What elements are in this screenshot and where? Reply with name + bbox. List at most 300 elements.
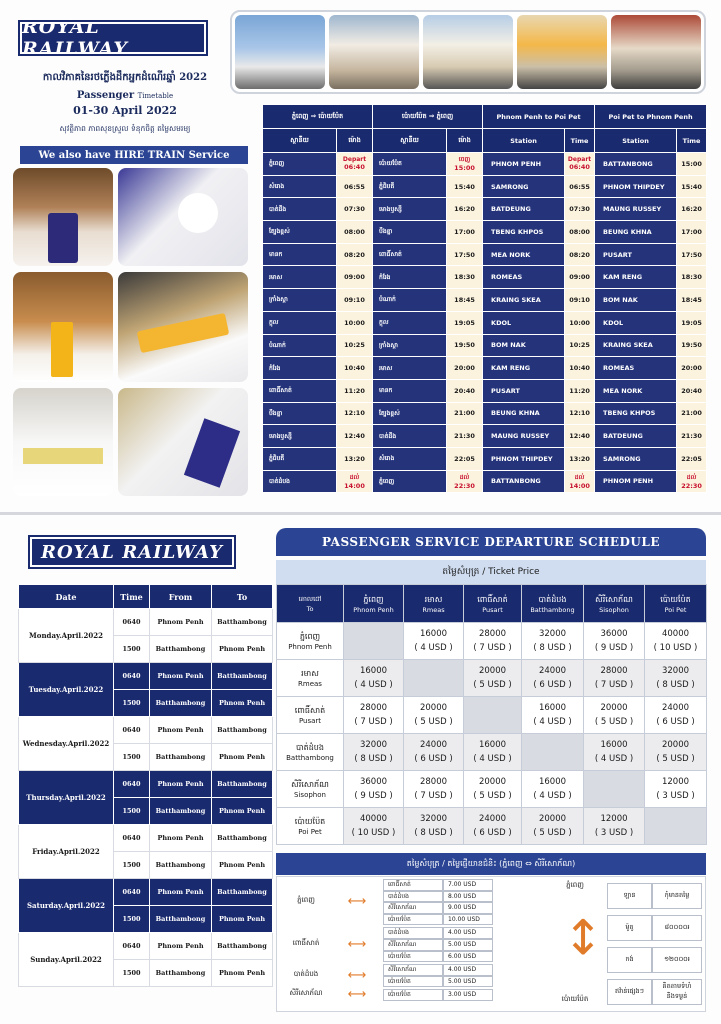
price-empty-cell — [404, 660, 464, 697]
schedule-to: Phnom Penh — [212, 636, 273, 663]
timetable-time — [337, 198, 373, 221]
cargo-price: 3.00 USD — [443, 989, 493, 1001]
price-usd: ( 9 USD ) — [354, 791, 393, 801]
timetable-time — [447, 334, 483, 357]
price-row-header — [277, 697, 344, 734]
time-value: 19:05 — [681, 318, 702, 327]
station-khmer: មោងឫស្សី — [263, 425, 337, 448]
column-khmer: សិរីសោភ័ណ — [595, 594, 633, 604]
timetable-time — [447, 243, 483, 266]
timetable-time — [677, 221, 707, 244]
cargo-price: 5.00 USD — [443, 976, 493, 988]
timetable-direction-header: ភ្នំពេញ ⇒ ប៉ោយប៉ែត — [263, 105, 373, 129]
price-cell — [645, 771, 707, 808]
station-khmer: សំរោង — [263, 175, 337, 198]
time-value: 10:00 — [569, 318, 590, 327]
time-value: 13:20 — [569, 454, 590, 463]
station-english: PUSART — [595, 243, 677, 266]
date-range: 01-30 April 2022 — [73, 104, 177, 117]
timetable-row — [263, 334, 707, 357]
schedule-to: Batthambong — [212, 933, 273, 960]
timetable-time — [565, 447, 595, 470]
schedule-row — [19, 717, 273, 744]
time-value: 09:10 — [569, 295, 590, 304]
time-value: 14:00 — [569, 481, 590, 490]
cargo-price-panel — [276, 876, 706, 1012]
time-value: 17:50 — [454, 250, 475, 259]
station-english: SAMRONG — [483, 175, 565, 198]
timetable-column-header: ម៉ោង — [337, 129, 373, 153]
cargo-price: 5.00 USD — [443, 939, 493, 951]
time-value: 20:00 — [454, 364, 475, 373]
schedule-column-header: From — [150, 585, 212, 609]
timetable-subheader-row — [263, 129, 707, 153]
column-english: Poi Pet — [664, 605, 687, 614]
timetable-time — [447, 153, 483, 176]
price-riel: 20000 — [419, 703, 448, 713]
price-usd: ( 3 USD ) — [594, 828, 634, 838]
column-english: Sisophon — [599, 605, 629, 614]
station-english: BOM NAK — [483, 334, 565, 357]
schedule-from: Phnom Penh — [150, 879, 212, 906]
price-row-header — [277, 734, 344, 771]
price-riel: 20000 — [600, 703, 628, 713]
timetable-time — [337, 425, 373, 448]
vehicle-origin: ភ្នំពេញ — [566, 881, 584, 889]
schedule-column-header: Date — [19, 585, 114, 609]
schedule-to: Batthambong — [212, 717, 273, 744]
schedule-from: Phnom Penh — [150, 663, 212, 690]
price-riel: 24000 — [661, 703, 690, 713]
station-khmer: ភ្នំពេញ — [373, 470, 447, 493]
timetable-row — [263, 402, 707, 425]
timetable-time — [447, 175, 483, 198]
price-riel: 24000 — [478, 814, 507, 824]
station-khmer: ភ្នំធិបតី — [263, 447, 337, 470]
price-cell — [522, 623, 584, 660]
price-usd: ( 4 USD ) — [533, 791, 572, 801]
royal-railway-logo: ROYAL RAILWAY — [20, 22, 206, 54]
title-khmer: កាលវិភាគនៃរថភ្លើងដឹកអ្នកដំណើរឆ្នាំ 2022 — [42, 72, 208, 83]
timetable-time — [565, 425, 595, 448]
station-khmer: បាត់ដំបង — [263, 470, 337, 493]
price-riel: 20000 — [661, 740, 690, 750]
price-cell — [584, 660, 645, 697]
schedule-from: Batthambong — [150, 636, 212, 663]
timetable-row — [263, 153, 707, 176]
price-usd: ( 6 USD ) — [656, 717, 695, 727]
station-khmer: មានក — [263, 243, 337, 266]
station-khmer: ភ្នំពេញ — [263, 153, 337, 176]
price-usd: ( 7 USD ) — [354, 717, 393, 727]
price-usd: ( 4 USD ) — [533, 717, 572, 727]
price-cell — [584, 734, 645, 771]
schedule-from: Phnom Penh — [150, 825, 212, 852]
timetable-time — [337, 402, 373, 425]
price-usd: ( 5 USD ) — [594, 717, 634, 727]
price-column-header — [522, 585, 584, 623]
time-value: 17:00 — [681, 227, 702, 236]
price-row-header — [277, 808, 344, 845]
price-riel: 32000 — [419, 814, 448, 824]
timetable-column-header: ម៉ោង — [447, 129, 483, 153]
price-row — [277, 623, 707, 660]
price-usd: ( 8 USD ) — [354, 754, 393, 764]
price-cell — [344, 808, 404, 845]
vehicle-price: ១២០០០៛ — [652, 947, 702, 973]
timetable-time — [565, 334, 595, 357]
timetable-time — [565, 357, 595, 380]
time-value: 06:40 — [569, 163, 590, 172]
row-khmer: ពោធិ៍សាត់ — [294, 706, 326, 715]
cargo-origin: សិរីសោភ័ណ — [289, 989, 323, 998]
price-riel: 28000 — [419, 777, 448, 787]
station-english: BEUNG KHNA — [595, 221, 677, 244]
price-column-header — [344, 585, 404, 623]
time-value: 09:10 — [344, 295, 365, 304]
price-riel: 36000 — [600, 629, 628, 639]
timetable-column-header: ស្ថានីយ — [373, 129, 447, 153]
price-corner-header — [277, 585, 344, 623]
timetable-time — [337, 334, 373, 357]
time-value: 10:40 — [344, 364, 365, 373]
time-value: 19:50 — [681, 341, 702, 350]
schedule-time: 1500 — [114, 960, 150, 987]
station-english: SAMRONG — [595, 447, 677, 470]
cargo-origin: ពោធិ៍សាត់ — [292, 938, 320, 947]
price-cell — [344, 771, 404, 808]
station-khmer: បឹងខ្នា — [373, 221, 447, 244]
slogan: សុវត្ថិភាព ភាពសុខស្រួល ទំនុកចិត្ត តម្លៃសមរម្យ — [59, 124, 191, 133]
timetable-time — [447, 311, 483, 334]
station-english: PHNOM THIPDEY — [483, 447, 565, 470]
price-riel: 24000 — [538, 666, 567, 676]
price-header-row — [277, 585, 707, 623]
time-value: 12:40 — [569, 432, 590, 441]
row-english: Phnom Penh — [288, 643, 332, 651]
departure-schedule-banner: PASSENGER SERVICE DEPARTURE SCHEDULE — [276, 528, 706, 556]
schedule-from: Phnom Penh — [150, 717, 212, 744]
double-arrow-icon: ⟷ — [347, 967, 367, 983]
cargo-price: 4.00 USD — [443, 927, 493, 939]
white-table-photo — [13, 388, 113, 496]
time-note: ចេញ — [458, 156, 471, 164]
schedule-time: 0640 — [114, 663, 150, 690]
time-value: 18:30 — [454, 273, 475, 282]
timetable-time — [447, 289, 483, 312]
timetable-time — [565, 289, 595, 312]
timetable-time — [677, 153, 707, 176]
price-riel: 16000 — [538, 777, 567, 787]
timetable-column-header: Time — [565, 129, 595, 153]
price-usd: ( 4 USD ) — [354, 680, 393, 690]
vehicle-type: កង់ — [607, 947, 652, 973]
price-usd: ( 6 USD ) — [533, 680, 572, 690]
schedule-from: Phnom Penh — [150, 609, 212, 636]
price-riel: 20000 — [478, 666, 507, 676]
schedule-to: Batthambong — [212, 609, 273, 636]
timetable-row — [263, 357, 707, 380]
vehicle-price: កុំមានតម្លៃ — [652, 883, 702, 909]
timetable-header-row — [263, 105, 707, 129]
price-row — [277, 771, 707, 808]
timetable-time — [447, 402, 483, 425]
time-value: 17:00 — [454, 227, 475, 236]
station-khmer: ក្រាំងស្គា — [263, 289, 337, 312]
timetable-time — [337, 470, 373, 493]
station-photo — [329, 15, 419, 89]
schedule-from: Batthambong — [150, 798, 212, 825]
station-english: KDOL — [595, 311, 677, 334]
timetable-time — [337, 379, 373, 402]
schedule-from: Batthambong — [150, 960, 212, 987]
price-cell — [464, 771, 522, 808]
time-value: 19:50 — [454, 341, 475, 350]
timetable-time — [337, 357, 373, 380]
price-usd: ( 7 USD ) — [473, 643, 512, 653]
price-usd: ( 8 USD ) — [656, 680, 695, 690]
price-usd: ( 4 USD ) — [594, 754, 634, 764]
hire-train-banner: We also have HIRE TRAIN Service — [20, 146, 248, 164]
timetable-time — [337, 311, 373, 334]
station-english: KRAING SKEA — [595, 334, 677, 357]
station-english: PHNOM PENH — [595, 470, 677, 493]
schedule-to: Phnom Penh — [212, 690, 273, 717]
price-riel: 36000 — [359, 777, 388, 787]
timetable-time — [677, 379, 707, 402]
time-value: 08:20 — [344, 250, 365, 259]
price-cell — [645, 623, 707, 660]
price-usd: ( 3 USD ) — [656, 791, 695, 801]
time-value: 09:00 — [344, 273, 365, 282]
double-arrow-icon: ⟷ — [347, 936, 367, 952]
schedule-time: 1500 — [114, 636, 150, 663]
timetable-column-header: Time — [677, 129, 707, 153]
schedule-from: Batthambong — [150, 744, 212, 771]
cargo-destination: ប៉ោយប៉ែត — [383, 976, 443, 988]
time-value: 19:05 — [454, 318, 475, 327]
price-cell — [522, 697, 584, 734]
column-english: Rmeas — [422, 605, 445, 614]
time-value: 09:00 — [569, 273, 590, 282]
cargo-destination: សិរីសោភ័ណ — [383, 939, 443, 951]
time-value: 18:45 — [454, 295, 475, 304]
timetable-time — [447, 425, 483, 448]
station-english: BOM NAK — [595, 289, 677, 312]
timetable-time — [565, 243, 595, 266]
station-english: KDOL — [483, 311, 565, 334]
schedule-column-header: To — [212, 585, 273, 609]
timetable-label: Timetable — [137, 92, 174, 100]
schedule-from: Batthambong — [150, 852, 212, 879]
row-khmer: សិរីសោភ័ណ — [291, 780, 329, 789]
timetable-table — [262, 104, 707, 493]
schedule-from: Batthambong — [150, 906, 212, 933]
price-usd: ( 9 USD ) — [594, 643, 634, 653]
time-value: 11:20 — [569, 386, 590, 395]
station-english: ROMEAS — [483, 266, 565, 289]
station-english: KRAING SKEA — [483, 289, 565, 312]
timetable-row — [263, 243, 707, 266]
timetable-time — [447, 221, 483, 244]
time-note: ដល់ — [459, 473, 470, 481]
time-note: ដល់ — [574, 473, 585, 481]
timetable-row — [263, 221, 707, 244]
schedule-to: Batthambong — [212, 663, 273, 690]
time-value: 16:20 — [454, 205, 475, 214]
price-empty-cell — [344, 623, 404, 660]
price-usd: ( 7 USD ) — [414, 791, 453, 801]
price-cell — [464, 623, 522, 660]
row-khmer: រមាស — [301, 669, 319, 678]
timetable-time — [447, 470, 483, 493]
schedule-time: 1500 — [114, 798, 150, 825]
cargo-price: 9.00 USD — [443, 902, 493, 914]
price-usd: ( 4 USD ) — [473, 754, 512, 764]
timetable-time — [677, 425, 707, 448]
schedule-time: 0640 — [114, 933, 150, 960]
timetable-time — [677, 243, 707, 266]
ticket-price-table — [276, 584, 707, 845]
time-value: 20:00 — [681, 364, 702, 373]
price-riel: 40000 — [359, 814, 388, 824]
price-riel: 20000 — [478, 777, 507, 787]
time-value: 15:00 — [454, 164, 475, 173]
schedule-time: 0640 — [114, 609, 150, 636]
price-cell — [404, 771, 464, 808]
time-value: 08:20 — [569, 250, 590, 259]
row-english: Batthambong — [286, 754, 334, 762]
time-note: Depart — [342, 156, 367, 164]
price-riel: 32000 — [359, 740, 388, 750]
price-row — [277, 734, 707, 771]
double-arrow-icon: ⟷ — [347, 987, 367, 1003]
row-khmer: ភ្នំពេញ — [299, 632, 321, 641]
station-english: KAM RENG — [483, 357, 565, 380]
price-riel: 28000 — [600, 666, 628, 676]
price-column-header — [645, 585, 707, 623]
royal-railway-logo: ROYAL RAILWAY — [30, 537, 234, 567]
timetable-time — [677, 357, 707, 380]
schedule-day: Wednesday.April.2022 — [19, 717, 114, 771]
price-cell — [464, 808, 522, 845]
time-value: 22:05 — [454, 454, 475, 463]
time-value: 12:10 — [569, 409, 590, 418]
schedule-time: 1500 — [114, 852, 150, 879]
column-english: Batthambong — [530, 605, 575, 614]
station-english: MEA NORK — [483, 243, 565, 266]
station-khmer: កំរែង — [373, 266, 447, 289]
price-empty-cell — [645, 808, 707, 845]
timetable-column-header: Station — [595, 129, 677, 153]
station-english: ROMEAS — [595, 357, 677, 380]
time-value: 07:30 — [344, 205, 365, 214]
schedule-row — [19, 879, 273, 906]
timetable-time — [565, 175, 595, 198]
dining-car-photo — [13, 272, 113, 382]
schedule-time: 0640 — [114, 717, 150, 744]
timetable-time — [447, 357, 483, 380]
cargo-price-title: តម្លៃសំបុត្រ / តម្លៃផ្ញើយានជំនិះ (ភ្នំពេញ ⇔ សិរីសោភ័ណ) — [276, 853, 706, 875]
time-value: 07:30 — [569, 205, 590, 214]
schedule-to: Batthambong — [212, 825, 273, 852]
row-english: Sisophon — [294, 791, 326, 799]
row-english: Poi Pet — [298, 828, 322, 836]
schedule-time: 1500 — [114, 690, 150, 717]
timetable-time — [677, 289, 707, 312]
cargo-price: 6.00 USD — [443, 951, 493, 963]
price-usd: ( 8 USD ) — [414, 828, 453, 838]
price-riel: 20000 — [538, 814, 567, 824]
station-photo — [235, 15, 325, 89]
timetable-time — [677, 447, 707, 470]
price-cell — [464, 734, 522, 771]
timetable-time — [565, 221, 595, 244]
price-usd: ( 6 USD ) — [473, 828, 512, 838]
schedule-from: Batthambong — [150, 690, 212, 717]
timetable-row — [263, 470, 707, 493]
timetable-time — [337, 221, 373, 244]
station-english: BATTANBONG — [595, 153, 677, 176]
column-khmer: ភ្នំពេញ — [363, 594, 384, 604]
station-english: BATDEUNG — [483, 198, 565, 221]
price-row-header — [277, 660, 344, 697]
time-value: 15:40 — [454, 182, 475, 191]
purple-napkin-photo — [118, 388, 248, 496]
time-value: 08:00 — [344, 227, 365, 236]
price-empty-cell — [522, 734, 584, 771]
row-khmer: ប៉ោយប៉ែត — [294, 817, 326, 826]
vehicle-price: គិតតាមទំហំ និងទម្ងន់ — [652, 979, 702, 1005]
price-riel: 28000 — [359, 703, 388, 713]
schedule-row — [19, 933, 273, 960]
price-riel: 40000 — [661, 629, 690, 639]
price-row-header — [277, 623, 344, 660]
price-riel: 16000 — [600, 740, 628, 750]
cargo-destination: ប៉ោយប៉ែត — [383, 989, 443, 1001]
station-english: BATDEUNG — [595, 425, 677, 448]
price-cell — [522, 771, 584, 808]
station-khmer: រមាស — [373, 357, 447, 380]
timetable-time — [337, 243, 373, 266]
time-note: Depart — [567, 156, 592, 164]
vehicle-price: ៨០០០០៛ — [652, 915, 702, 941]
timetable-time — [565, 266, 595, 289]
station-khmer: បាត់ដឹង — [263, 198, 337, 221]
price-row-header — [277, 771, 344, 808]
time-value: 21:00 — [454, 409, 475, 418]
timetable-direction-header: Poi Pet to Phnom Penh — [595, 105, 707, 129]
price-cell — [344, 697, 404, 734]
price-cell — [404, 697, 464, 734]
schedule-time: 1500 — [114, 744, 150, 771]
price-cell — [404, 808, 464, 845]
title-english — [20, 90, 230, 101]
station-english: MEA NORK — [595, 379, 677, 402]
station-photo-strip — [230, 10, 706, 94]
time-value: 10:25 — [569, 341, 590, 350]
schedule-to: Phnom Penh — [212, 744, 273, 771]
price-cell — [404, 734, 464, 771]
schedule-day: Thursday.April.2022 — [19, 771, 114, 825]
station-khmer: បាត់ដឹង — [373, 425, 447, 448]
price-usd: ( 10 USD ) — [653, 643, 698, 653]
price-usd: ( 6 USD ) — [414, 754, 453, 764]
station-photo — [517, 15, 607, 89]
schedule-to: Batthambong — [212, 879, 273, 906]
time-value: 21:00 — [681, 409, 702, 418]
station-english: PUSART — [483, 379, 565, 402]
